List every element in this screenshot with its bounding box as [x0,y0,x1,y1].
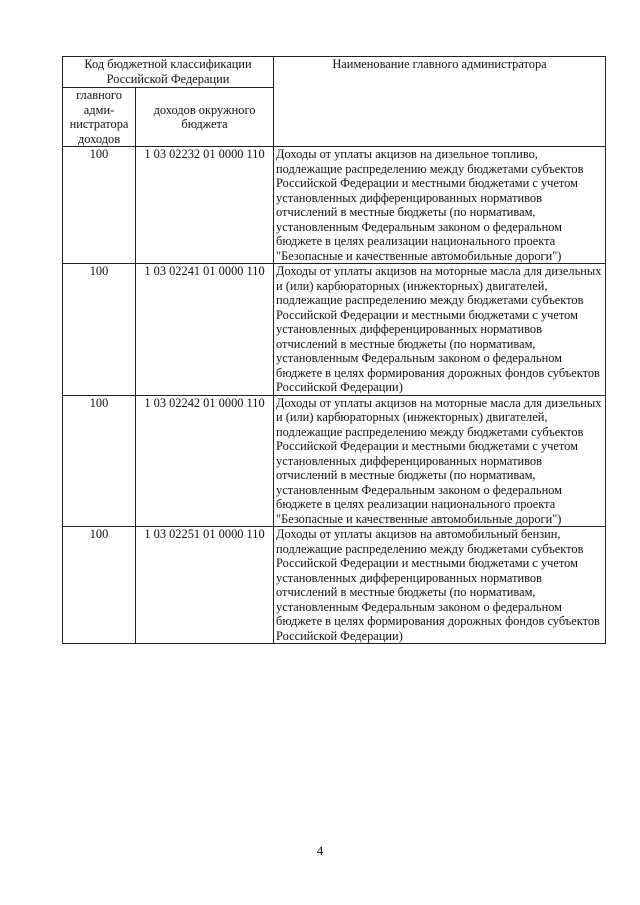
revenue-code-cell: 1 03 02242 01 0000 110 [136,395,274,527]
revenue-name-cell: Доходы от уплаты акцизов на моторные масла для дизельных и (или) карбюраторных (инжекторных) двигателей, подлежащие распределению между бюджетами субъектов Российской Федерации и местными бюджетами с учетом установленных дифференцированных нормативов отчислений в местные бюджеты (по нормативам, установленным Федеральным законом о федеральном бюджете в целях формирования дорожных фондов субъектов Российской Федерации) [274,264,606,396]
revenue-name-cell: Доходы от уплаты акцизов на автомобильный бензин, подлежащие распределению между бюджетами субъектов Российской Федерации и местными бюджетами с учетом установленных дифференцированных нормативов отчислений в местные бюджеты (по нормативам, установленным Федеральным законом о федеральном бюджете в целях формирования дорожных фондов субъектов Российской Федерации) [274,527,606,644]
table-row [63,527,606,644]
classification-code-header: Код бюджетной классификации Российской Федерации [63,57,274,88]
revenue-name-cell: Доходы от уплаты акцизов на моторные масла для дизельных и (или) карбюраторных (инжекторных) двигателей, подлежащие распределению между бюджетами субъектов Российской Федерации и местными бюджетами с учетом установленных дифференцированных нормативов отчислений в местные бюджеты (по нормативам, установленным Федеральным законом о федеральном бюджете в целях реализации национального проекта "Безопасные и качественные автомобильные дороги") [274,395,606,527]
district-budget-revenue-header: доходов окружного бюджета [136,88,274,147]
revenue-code-cell: 1 03 02232 01 0000 110 [136,147,274,264]
budget-classification-table [62,56,606,644]
chief-administrator-header: главного адми-нистратора доходов [63,88,136,147]
administrator-name-header: Наименование главного администратора [274,57,606,147]
revenue-code-cell: 1 03 02251 01 0000 110 [136,527,274,644]
admin-code-cell: 100 [63,147,136,264]
admin-code-cell: 100 [63,527,136,644]
revenue-name-cell: Доходы от уплаты акцизов на дизельное топливо, подлежащие распределению между бюджетами субъектов Российской Федерации и местными бюджетами с учетом установленных дифференцированных нормативов отчислений в местные бюджеты (по нормативам, установленным Федеральным законом о федеральном бюджете в целях реализации национального проекта "Безопасные и качественные автомобильные дороги") [274,147,606,264]
table-row [63,147,606,264]
admin-code-cell: 100 [63,395,136,527]
revenue-code-cell: 1 03 02241 01 0000 110 [136,264,274,396]
table-row [63,395,606,527]
header-row-top [63,57,606,88]
page-number: 4 [316,843,324,858]
table-row [63,264,606,396]
admin-code-cell: 100 [63,264,136,396]
